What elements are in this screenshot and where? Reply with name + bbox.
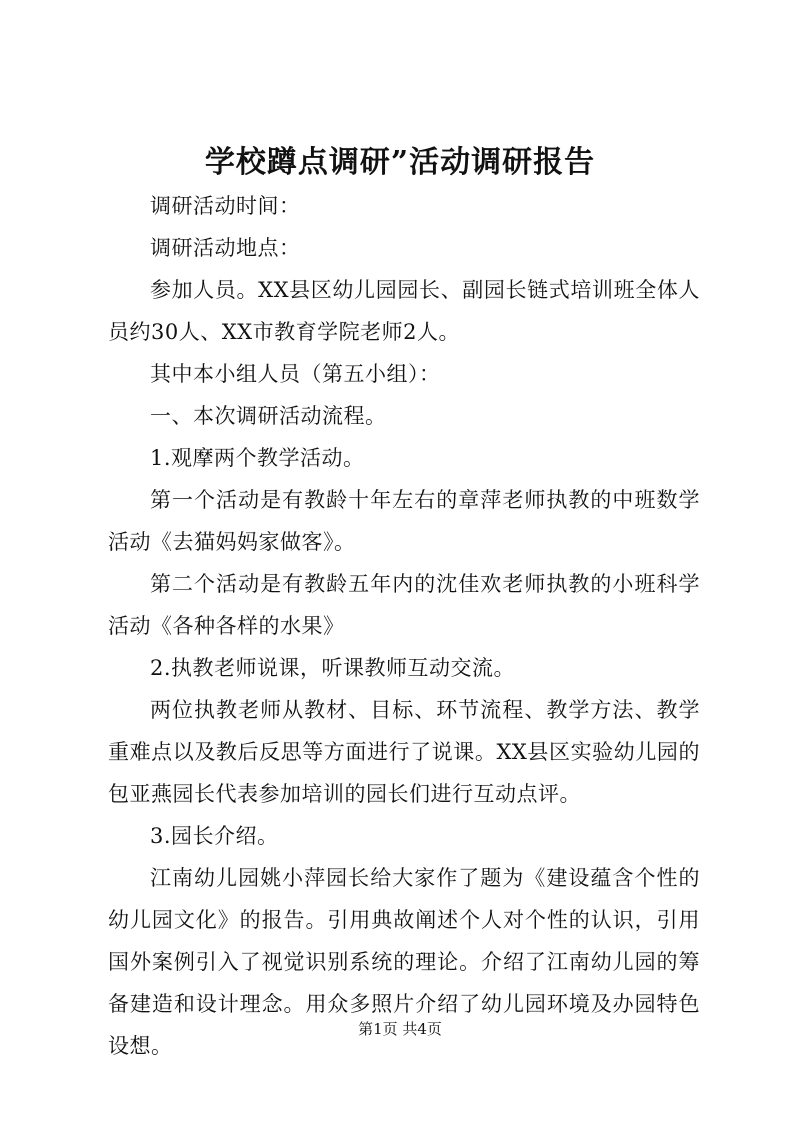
section-heading-process: 一、本次调研活动流程。	[150, 404, 387, 428]
paragraph-group-members: 其中本小组人员（第五小组）：	[150, 362, 441, 386]
page-title: 学校蹲点调研”活动调研报告	[204, 145, 596, 180]
page-number-footer: 第1页 共4页	[358, 1020, 442, 1038]
document-body	[108, 185, 700, 1067]
paragraph-principal-report: 江南幼儿园姚小萍园长给大家作了题为《建设蕴含个性的幼儿园文化》的报告。引用典故阐述个人对个性的认识，引用国外案例引入了视觉识别系统的理论。介绍了江南幼儿园的筹备建造和设计理念。用众多照片介绍了幼儿园环境及办园特色设想。	[108, 866, 700, 1058]
item-heading-lecture: 2.执教老师说课，听课教师互动交流。	[150, 656, 516, 680]
paragraph-activity-two: 第二个活动是有教龄五年内的沈佳欢老师执教的小班科学活动《各种各样的水果》	[108, 572, 700, 638]
item-heading-principal: 3.园长介绍。	[150, 824, 279, 848]
paragraph-activity-one: 第一个活动是有教龄十年左右的章萍老师执教的中班数学活动《去猫妈妈家做客》。	[108, 488, 700, 554]
paragraph-survey-location: 调研活动地点：	[150, 236, 301, 260]
item-heading-observe: 1.观摩两个教学活动。	[150, 446, 365, 470]
paragraph-participants: 参加人员。XX县区幼儿园园长、副园长链式培训班全体人员约30人、XX市教育学院老师2人。	[108, 278, 700, 344]
paragraph-survey-time: 调研活动时间：	[150, 194, 301, 218]
paragraph-lecture-details: 两位执教老师从教材、目标、环节流程、教学方法、教学重难点以及教后反思等方面进行了说课。XX县区实验幼儿园的包亚燕园长代表参加培训的园长们进行互动点评。	[108, 698, 700, 806]
